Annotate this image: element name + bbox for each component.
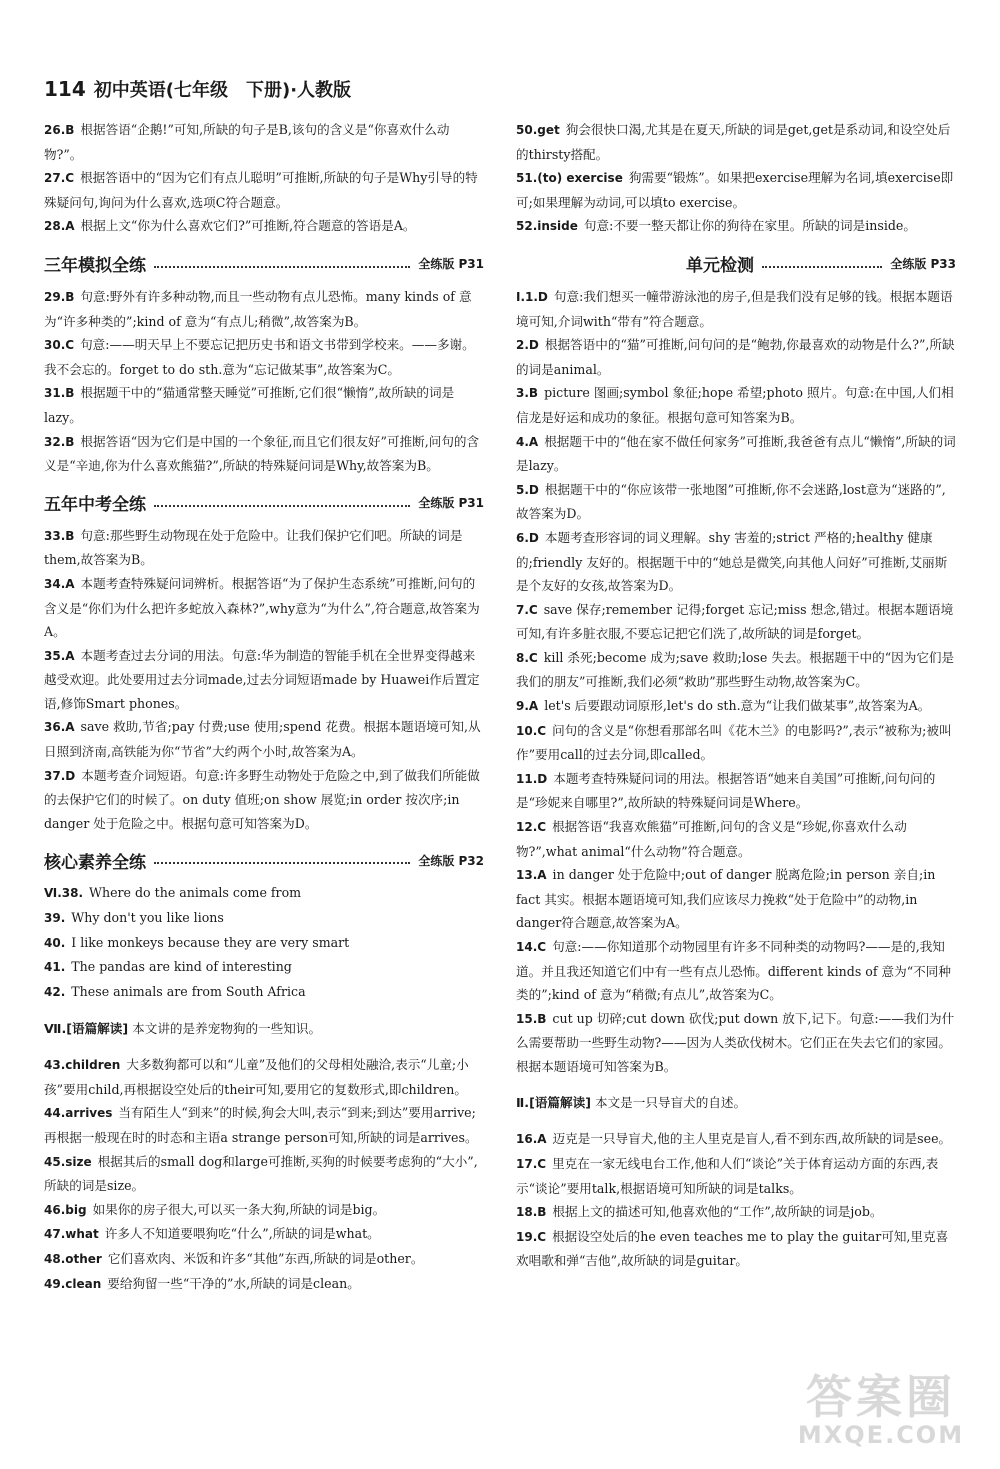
answer-item (516, 333, 956, 381)
answer-list (44, 118, 484, 239)
answer-text: 根据题干中的“猫通常整天睡觉”可推断,它们很“懒惰”,故所缺的词是lazy。 (44, 385, 455, 425)
answer-number: 3.B (516, 386, 539, 401)
answer-item (516, 646, 956, 694)
answer-number: 36.A (44, 720, 75, 735)
answer-item (516, 694, 956, 719)
dotted-leader (154, 862, 410, 864)
answer-item (44, 715, 484, 763)
answer-item (44, 1053, 484, 1101)
answer-text: 当有陌生人“到来”的时候,狗会大叫,表示“到来;到达”要用arrive;再根据一般现在时的时态和主语a strange person可知,所缺的词是arrives。 (44, 1105, 478, 1145)
answer-number: 34.A (44, 576, 75, 591)
answer-text: save 保存;remember 记得;forget 忘记;miss 想念,错过。根据本题语境可知,有许多脏衣服,不要忘记把它们洗了,故所缺的词是forget。 (516, 601, 954, 642)
answer-item (516, 1152, 956, 1200)
answer-number: 10.C (516, 723, 547, 738)
answer-number: 16.A (516, 1132, 547, 1147)
answer-item (44, 524, 484, 572)
answer-number: 6.D (516, 530, 539, 545)
answer-number: 33.B (44, 528, 75, 543)
dotted-leader (154, 505, 410, 507)
answer-item (44, 906, 484, 931)
answer-number: 5.D (516, 482, 539, 497)
answer-list (44, 881, 484, 1296)
section-title: 单元检测 (686, 256, 754, 277)
answer-item (44, 1150, 484, 1198)
answer-text: 本题考查特殊疑问词的用法。根据答语“她来自美国”可推断,问句问的是“珍妮来自哪里?”,故所缺的特殊疑问词是Where。 (516, 770, 936, 811)
answer-number: 19.C (516, 1229, 547, 1244)
section-ref: 全练版 P31 (418, 257, 484, 272)
answer-text: 句意:那些野生动物现在处于危险中。让我们保护它们吧。所缺的词是them,故答案为B。 (44, 527, 463, 568)
answer-number: 4.A (516, 434, 539, 449)
answer-item (516, 166, 956, 214)
answer-number: 12.C (516, 820, 547, 835)
answer-text: 如果你的房子很大,可以买一条大狗,所缺的词是big。 (92, 1201, 386, 1217)
answer-item (44, 381, 484, 429)
answer-text: The pandas are kind of interesting (71, 959, 292, 975)
book-title: 初中英语(七年级 下册)·人教版 (93, 80, 352, 101)
answer-number: 31.B (44, 386, 75, 401)
note-label: Ⅶ.[语篇解读] (44, 1021, 129, 1036)
answer-text: 本题考查过去分词的用法。句意:华为制造的智能手机在全世界变得越来越受欢迎。此处要用过去分词made,过去分词短语made by Huawei作后置定语,修饰Smart phones。 (44, 647, 480, 711)
answer-number: 13.A (516, 868, 547, 883)
right-column (516, 118, 956, 1273)
watermark-logo-text: 答案圈 (806, 1370, 956, 1424)
answer-number: 14.C (516, 940, 547, 954)
section-heading (44, 845, 484, 875)
answer-number: 17.C (516, 1156, 547, 1171)
answer-number: 15.B (516, 1011, 547, 1026)
answer-text: 里克在一家无线电台工作,他和人们“谈论”关于体育运动方面的东西,表示“谈论”要用talk,根据语境可知所缺的词是talks。 (516, 1155, 939, 1196)
page-number: 114 (44, 77, 86, 101)
answer-text: picture 图画;symbol 象征;hope 希望;photo 照片。句意:在中国,人们相信龙是好运和成功的象征。根据句意可知答案为B。 (516, 385, 954, 425)
answer-text: 句意:我们想买一幢带游泳池的房子,但是我们没有足够的钱。根据本题语境可知,介词with“带有”符合题意。 (516, 288, 953, 329)
answer-text: in danger 处于危险中;out of danger 脱离危险;in person 亲自;in fact 其实。根据本题语境可知,我们应该尽力挽救“处于危险中”的动物,in danger符合题意,故答案为A。 (516, 867, 936, 931)
answer-text: 狗需要“锻炼”。如果把exercise理解为名词,填exercise即可;如果理解为动词,可以填to exercise。 (516, 170, 954, 210)
answer-item (516, 598, 956, 646)
answer-text: 根据答语中的“猫”可推断,问句问的是“鲍勃,你最喜欢的动物是什么?”,所缺的词是animal。 (516, 337, 955, 377)
answer-number: 52.inside (516, 219, 578, 234)
answer-number: Ⅰ.1.D (516, 289, 548, 304)
answer-list (44, 524, 484, 836)
answer-item (44, 931, 484, 956)
section-heading (44, 249, 484, 279)
answer-item (516, 815, 956, 863)
section-heading (44, 488, 484, 518)
answer-text: 许多人不知道要喂狗吃“什么”,所缺的词是what。 (104, 1226, 380, 1242)
answer-text: cut up 切碎;cut down 砍伐;put down 放下,记下。句意:——我们为什么需要帮助一些野生动物?——因为人类砍伐树木。它们正在失去它们的家园。根据本题语境可知答案为B。 (516, 1010, 955, 1074)
note-text: 本文讲的是养宠物狗的一些知识。 (132, 1021, 322, 1036)
answer-item (44, 333, 484, 381)
answer-number: 37.D (44, 768, 76, 783)
answer-text: 句意:——明天早上不要忘记把历史书和语文书带到学校来。——多谢。我不会忘的。forget to do sth.意为“忘记做某事”,故答案为C。 (44, 337, 475, 377)
page-header (44, 74, 484, 104)
answer-number: 47.what (44, 1227, 99, 1242)
answer-text: 它们喜欢肉、米饭和许多“其他”东西,所缺的词是other。 (107, 1250, 424, 1266)
answer-text: 根据题干中的“你应该带一张地图”可推断,你不会迷路,lost意为“迷路的”,故答案为D。 (516, 481, 946, 522)
answer-number: 11.D (516, 771, 548, 786)
answer-item (44, 572, 484, 644)
section-title: 核心素养全练 (44, 852, 146, 873)
answer-text: 问句的含义是“你想看那部名叫《花木兰》的电影吗?”,表示“被称为;被叫作”要用call的过去分词,即called。 (516, 722, 952, 763)
answer-text: let's 后要跟动词原形,let's do sth.意为“让我们做某事”,故答案为A。 (544, 698, 931, 714)
answer-text: 本题考查特殊疑问词辨析。根据答语“为了保护生态系统”可推断,问句的含义是“你们为什么把许多蛇放入森林?”,why意为“为什么”,符合题意,故答案为A。 (44, 575, 480, 640)
answer-item (44, 166, 484, 214)
answer-number: 30.C (44, 338, 75, 353)
answer-number: 7.C (516, 602, 538, 617)
answer-text: 要给狗留一些“干净的”水,所缺的词是clean。 (107, 1275, 360, 1291)
answer-item (516, 285, 956, 333)
answer-number: Ⅵ.38. (44, 886, 84, 901)
section-ref: 全练版 P32 (418, 853, 484, 868)
answer-number: 35.A (44, 648, 75, 663)
answer-number: 29.B (44, 289, 75, 304)
answer-item (44, 430, 484, 478)
section-heading (516, 249, 956, 279)
left-column (44, 118, 484, 1296)
answer-number: 8.C (516, 650, 538, 665)
passage-note (516, 1091, 956, 1115)
answer-number: 45.size (44, 1154, 92, 1169)
answer-list (516, 285, 956, 1273)
answer-number: 43.children (44, 1058, 121, 1073)
answer-number: 44.arrives (44, 1106, 113, 1121)
answer-item (44, 1247, 484, 1272)
answer-item (516, 381, 956, 429)
watermark (776, 1355, 986, 1455)
answer-number: 50.get (516, 123, 560, 137)
answer-text: 本题考查介词短语。句意:许多野生动物处于危险之中,到了做我们所能做的去保护它们的时候了。on duty 值班;on show 展览;in order 按次序;in danger 处于危险之中。根据句意可知答案为D。 (44, 767, 480, 831)
answer-text: Why don't you like lions (71, 910, 224, 926)
answer-text: 句意:野外有许多种动物,而且一些动物有点儿恐怖。many kinds of 意为“许多种类的”;kind of 意为“有点儿;稍微”,故答案为B。 (44, 288, 472, 329)
section-title: 三年模拟全练 (44, 256, 146, 277)
answer-text: These animals are from South Africa (71, 983, 306, 999)
section-ref: 全练版 P33 (890, 257, 956, 272)
answer-item (44, 214, 484, 239)
answer-text: kill 杀死;become 成为;save 救助;lose 失去。根据题干中的“因为它们是我们的朋友”可推断,我们必须“救助”那些野生动物,故答案为C。 (516, 649, 955, 690)
answer-item (516, 1225, 956, 1273)
section-ref: 全练版 P31 (418, 496, 484, 511)
answer-item (44, 764, 484, 836)
answer-text: 迈克是一只导盲犬,他的主人里克是盲人,看不到东西,故所缺的词是see。 (552, 1131, 952, 1147)
answer-item (44, 1198, 484, 1223)
answer-number: 42. (44, 984, 66, 999)
answer-item (516, 1007, 956, 1079)
answer-number: 39. (44, 911, 66, 926)
note-text: 本文是一只导盲犬的自述。 (594, 1095, 747, 1111)
answer-item (44, 118, 484, 166)
answer-item (44, 1272, 484, 1297)
answer-text: 根据其后的small dog和large可推断,买狗的时候要考虑狗的“大小”,所缺的词是size。 (44, 1153, 478, 1194)
answer-item (44, 1222, 484, 1247)
answer-item (44, 285, 484, 333)
answer-number: 41. (44, 960, 66, 975)
answer-item (516, 526, 956, 598)
answer-list (44, 285, 484, 478)
answer-number: 51.(to) exercise (516, 171, 623, 186)
dotted-leader (154, 266, 410, 268)
answer-item (516, 935, 956, 1007)
answer-number: 48.other (44, 1251, 102, 1266)
note-label: Ⅱ.[语篇解读] (516, 1095, 591, 1111)
answer-text: 根据上文的描述可知,他喜欢他的“工作”,故所缺的词是job。 (552, 1204, 883, 1220)
answer-number: 46.big (44, 1202, 87, 1217)
answer-number: 9.A (516, 699, 539, 714)
answer-number: 27.C (44, 171, 75, 186)
answer-item (44, 955, 484, 980)
answer-number: 18.B (516, 1205, 547, 1220)
answer-text: 本题考查形容词的词义理解。shy 害羞的;strict 严格的;healthy 健康的;friendly 友好的。根据题干中的“她总是微笑,向其他人问好”可推断,艾丽斯是个友好的女孩,故答案为D。 (516, 529, 948, 594)
answer-item (516, 430, 956, 478)
answer-text: 根据设空处后的he even teaches me to play the guitar可知,里克喜欢唱歌和弹“吉他”,故所缺的词是guitar。 (516, 1228, 949, 1269)
watermark-url: MXQE.COM (797, 1421, 965, 1449)
answer-number: 40. (44, 935, 66, 950)
answer-item (516, 767, 956, 815)
answer-item (516, 863, 956, 935)
answer-item (44, 881, 484, 906)
answer-text: I like monkeys because they are very smart (71, 934, 350, 950)
section-title: 五年中考全练 (44, 495, 146, 516)
answer-text: save 救助,节省;pay 付费;use 使用;spend 花费。根据本题语境可知,从日照到济南,高铁能为你“节省”大约两个小时,故答案为A。 (44, 719, 481, 760)
answer-item (516, 1127, 956, 1152)
answer-item (516, 1200, 956, 1225)
answer-item (44, 1101, 484, 1149)
answer-list (516, 118, 956, 239)
answer-text: 句意:——你知道那个动物园里有许多不同种类的动物吗?——是的,我知道。并且我还知道它们中有一些有点儿恐怖。different kinds of 意为“不同种类的”;kind of 意为“稍微;有点儿”,故答案为C。 (516, 939, 951, 1003)
passage-note (44, 1017, 484, 1041)
answer-text: 根据答语中的“因为它们有点儿聪明”可推断,所缺的句子是Why引导的特殊疑问句,询问为什么喜欢,选项C符合题意。 (44, 170, 478, 210)
answer-item (44, 980, 484, 1005)
answer-text: 大多数狗都可以和“儿童”及他们的父母相处融洽,表示“儿童;小孩”要用child,再根据设空处后的their可知,要用它的复数形式,即children。 (44, 1057, 469, 1097)
answer-text: Where do the animals come from (89, 885, 302, 901)
answer-item (516, 214, 956, 239)
dotted-leader (762, 266, 882, 268)
answer-item (516, 719, 956, 767)
answer-number: 26.B (44, 123, 75, 137)
answer-text: 句意:不要一整天都让你的狗待在家里。所缺的词是inside。 (583, 218, 916, 234)
answer-item (516, 478, 956, 526)
answer-number: 2.D (516, 338, 539, 353)
answer-text: 根据答语“企鹅!”可知,所缺的句子是B,该句的含义是“你喜欢什么动物?”。 (44, 122, 450, 162)
answer-number: 28.A (44, 219, 75, 234)
answer-item (44, 644, 484, 716)
answer-text: 根据题干中的“他在家不做任何家务”可推断,我爸爸有点儿“懒惰”,所缺的词是lazy。 (516, 433, 956, 474)
answer-text: 根据答语“因为它们是中国的一个象征,而且它们很友好”可推断,问句的含义是“辛迪,你为什么喜欢熊猫?”,所缺的特殊疑问词是Why,故答案为B。 (44, 433, 480, 474)
answer-text: 狗会很快口渴,尤其是在夏天,所缺的词是get,get是系动词,和设空处后的thirsty搭配。 (516, 122, 951, 162)
answer-text: 根据答语“我喜欢熊猫”可推断,问句的含义是“珍妮,你喜欢什么动物?”,what animal“什么动物”符合题意。 (516, 819, 907, 859)
answer-item (516, 118, 956, 166)
answer-text: 根据上文“你为什么喜欢它们?”可推断,符合题意的答语是A。 (80, 218, 416, 234)
answer-number: 32.B (44, 434, 75, 449)
answer-number: 49.clean (44, 1276, 102, 1291)
